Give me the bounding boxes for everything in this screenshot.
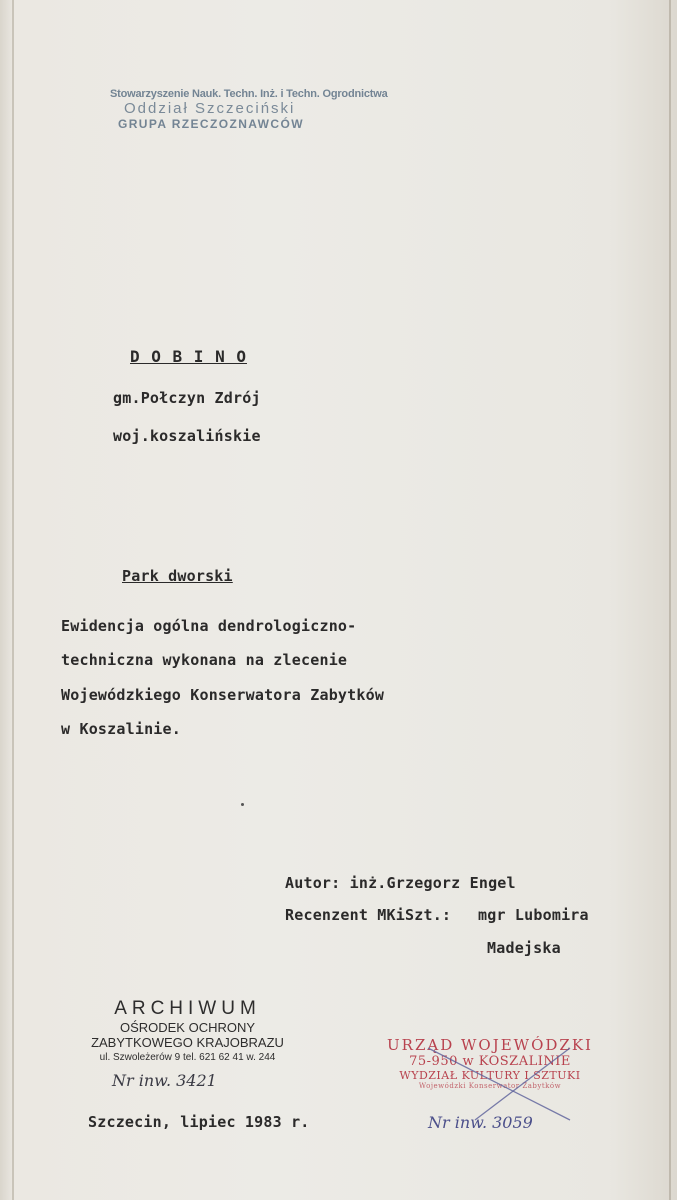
archive-stamp-line3: ZABYTKOWEGO KRAJOBRAZU <box>91 1035 284 1050</box>
archive-inventory-handwritten: Nr inw. 3421 <box>112 1071 217 1090</box>
reviewer-name-1: mgr Lubomira <box>478 906 589 924</box>
reviewer-name-2: Madejska <box>487 939 561 957</box>
description-line-1: Ewidencja ogólna dendrologiczno- <box>61 617 357 635</box>
description-line-3: Wojewódzkiego Konserwatora Zabytków <box>61 686 385 704</box>
page-right-edge <box>669 0 671 1200</box>
ink-dot <box>241 803 244 806</box>
office-stamp-line2: 75-950 w KOSZALINIE <box>409 1054 571 1069</box>
archive-stamp-address: ul. Szwoleżerów 9 tel. 621 62 41 w. 244 <box>99 1052 276 1063</box>
archive-stamp-line2: OŚRODEK OCHRONY <box>119 1020 256 1035</box>
archive-stamp-title: ARCHIWUM <box>114 998 261 1019</box>
association-stamp <box>110 88 388 131</box>
archive-stamp <box>70 998 305 1063</box>
office-inventory-handwritten: Nr inw. 3059 <box>428 1113 533 1132</box>
description-line-4: w Koszalinie. <box>61 720 181 738</box>
title-commune: gm.Połczyn Zdrój <box>113 389 261 407</box>
office-stamp-line4: Wojewódzki Konserwator Zabytków <box>418 1082 562 1090</box>
reviewer-label: Recenzent MKiSzt.: <box>285 906 452 924</box>
association-stamp-line3: GRUPA RZECZOZNAWCÓW <box>118 117 304 131</box>
title-voivodeship: woj.koszalińskie <box>113 427 261 445</box>
place-and-date: Szczecin, lipiec 1983 r. <box>88 1113 310 1131</box>
association-stamp-line1: Stowarzyszenie Nauk. Techn. Inż. i Techn. Ogrodnictwa <box>110 88 388 100</box>
author-line: Autor: inż.Grzegorz Engel <box>285 874 516 892</box>
description-line-2: techniczna wykonana na zlecenie <box>61 651 348 669</box>
office-stamp-line1: URZĄD WOJEWÓDZKI <box>387 1036 593 1054</box>
page-binding-edge <box>12 0 14 1200</box>
subject-heading: Park dworski <box>122 567 233 585</box>
office-stamp-line3: WYDZIAŁ KULTURY I SZTUKI <box>399 1069 581 1082</box>
title-place: D O B I N O <box>130 347 247 366</box>
association-stamp-line2: Oddział Szczeciński <box>124 100 296 117</box>
